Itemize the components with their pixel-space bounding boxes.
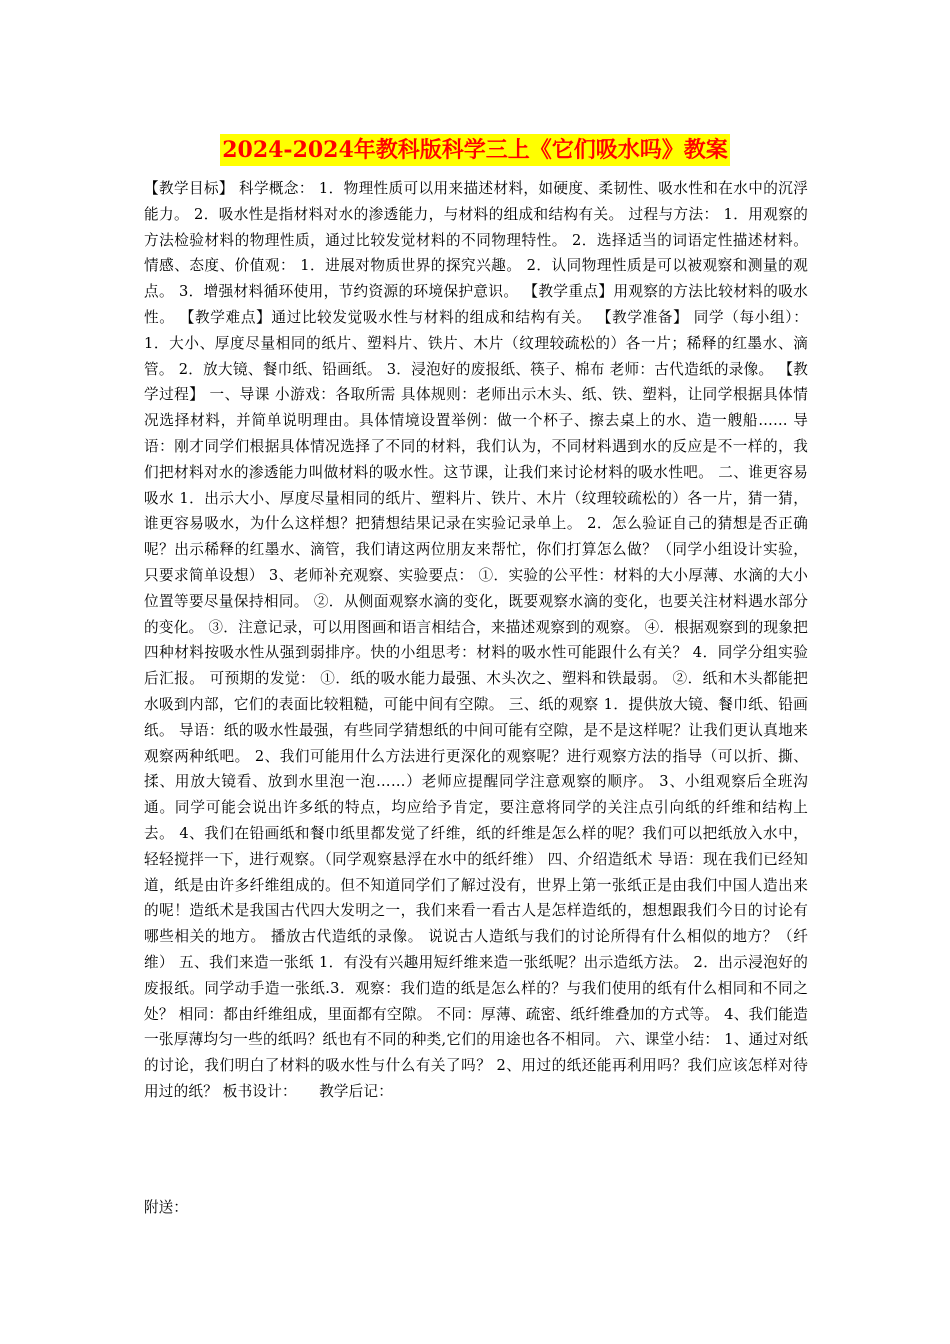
document-title: 2024-2024年教科版科学三上《它们吸水吗》教案 <box>220 134 730 166</box>
appendix-label: 附送： <box>144 1199 188 1216</box>
document-body: 【教学目标】 科学概念： 1．物理性质可以用来描述材料，如硬度、柔韧性、吸水性和在水中的沉浮能力。 2．吸水性是指材料对水的渗透能力，与材料的组成和结构有关。 过程与方法： 1．用观察的方法检验材料的物理性质，通过比较发觉材料的不同物理特性。 2．选择适当的词语定性描述材料。 情感、态度、价值观： 1．进展对物质世界的探究兴趣。 2．认同物理性质是可以被观察和测量的观点。 3．增强材料循环使用，节约资源的环境保护意识。 【教学重点】用观察的方法比较材料的吸水性。 【教学难点】通过比较发觉吸水性与材料的组成和结构有关。 【教学准备】 同学（每小组）： 1．大小、厚度尽量相同的纸片、塑料片、铁片、木片（纹理较疏松的）各一片；稀释的红墨水、滴管。 2．放大镜、餐巾纸、铅画纸。 3．浸泡好的废报纸、筷子、棉布 老师：古代造纸的录像。 【教学过程】 一、导课 小游戏：各取所需 具体规则：老师出示木头、纸、铁、塑料，让同学根据具体情况选择材料，并简单说明理由。具体情境设置举例：做一个杯子、擦去桌上的水、造一艘船…… 导语：刚才同学们根据具体情况选择了不同的材料，我们认为，不同材料遇到水的反应是不一样的，我们把材料对水的渗透能力叫做材料的吸水性。这节课，让我们来讨论材料的吸水性吧。 二、谁更容易吸水 1．出示大小、厚度尽量相同的纸片、塑料片、铁片、木片（纹理较疏松的）各一片，猜一猜，谁更容易吸水，为什么这样想？把猜想结果记录在实验记录单上。 2．怎么验证自己的猜想是否正确呢？出示稀释的红墨水、滴管，我们请这两位朋友来帮忙，你们打算怎么做？（同学小组设计实验，只要求简单设想） 3、老师补充观察、实验要点： ①．实验的公平性：材料的大小厚薄、水滴的大小位置等要尽量保持相同。 ②．从侧面观察水滴的变化，既要观察水滴的变化，也要关注材料遇水部分的变化。 ③．注意记录，可以用图画和语言相结合，来描述观察到的观察。 ④．根据观察到的现象把四种材料按吸水性从强到弱排序。快的小组思考：材料的吸水性可能跟什么有关？ 4．同学分组实验后汇报。 可预期的发觉： ①．纸的吸水能力最强、木头次之、塑料和铁最弱。 ②．纸和木头都能把水吸到内部，它们的表面比较粗糙，可能中间有空隙。 三、纸的观察 1．提供放大镜、餐巾纸、铅画纸。 导语：纸的吸水性最强，有些同学猜想纸的中间可能有空隙，是不是这样呢？让我们更认真地来观察两种纸吧。 2、我们可能用什么方法进行更深化的观察呢？进行观察方法的指导（可以折、撕、揉、用放大镜看、放到水里泡一泡……）老师应提醒同学注意观察的顺序。 3、小组观察后全班沟通。同学可能会说出许多纸的特点，均应给予肯定，要注意将同学的关注点引向纸的纤维和结构上去。 4、我们在铅画纸和餐巾纸里都发觉了纤维，纸的纤维是怎么样的呢？我们可以把纸放入水中，轻轻搅拌一下，进行观察。（同学观察悬浮在水中的纸纤维） 四、介绍造纸术 导语：现在我们已经知道，纸是由许多纤维组成的。但不知道同学们了解过没有，世界上第一张纸正是由我们中国人造出来的呢！造纸术是我国古代四大发明之一，我们来看一看古人是怎样造纸的，想想跟我们今日的讨论有哪些相关的地方。 播放古代造纸的录像。 说说古人造纸与我们的讨论所得有什么相似的地方？（纤维） 五、我们来造一张纸 1．有没有兴趣用短纤维来造一张纸呢？出示造纸方法。 2．出示浸泡好的废报纸。同学动手造一张纸.3．观察：我们造的纸是怎么样的？与我们使用的纸有什么相同和不同之处？ 相同：都由纤维组成，里面都有空隙。 不同：厚薄、疏密、纸纤维叠加的方式等。 4、我们能造一张厚薄均匀一些的纸吗？纸也有不同的种类,它们的用途也各不相同。 六、课堂小结： 1、通过对纸的讨论，我们明白了材料的吸水性与什么有关了吗？ 2、用过的纸还能再利用吗？我们应该怎样对待用过的纸？ 板书设计： 教学后记： <box>144 180 808 1100</box>
title-container <box>0 134 950 166</box>
